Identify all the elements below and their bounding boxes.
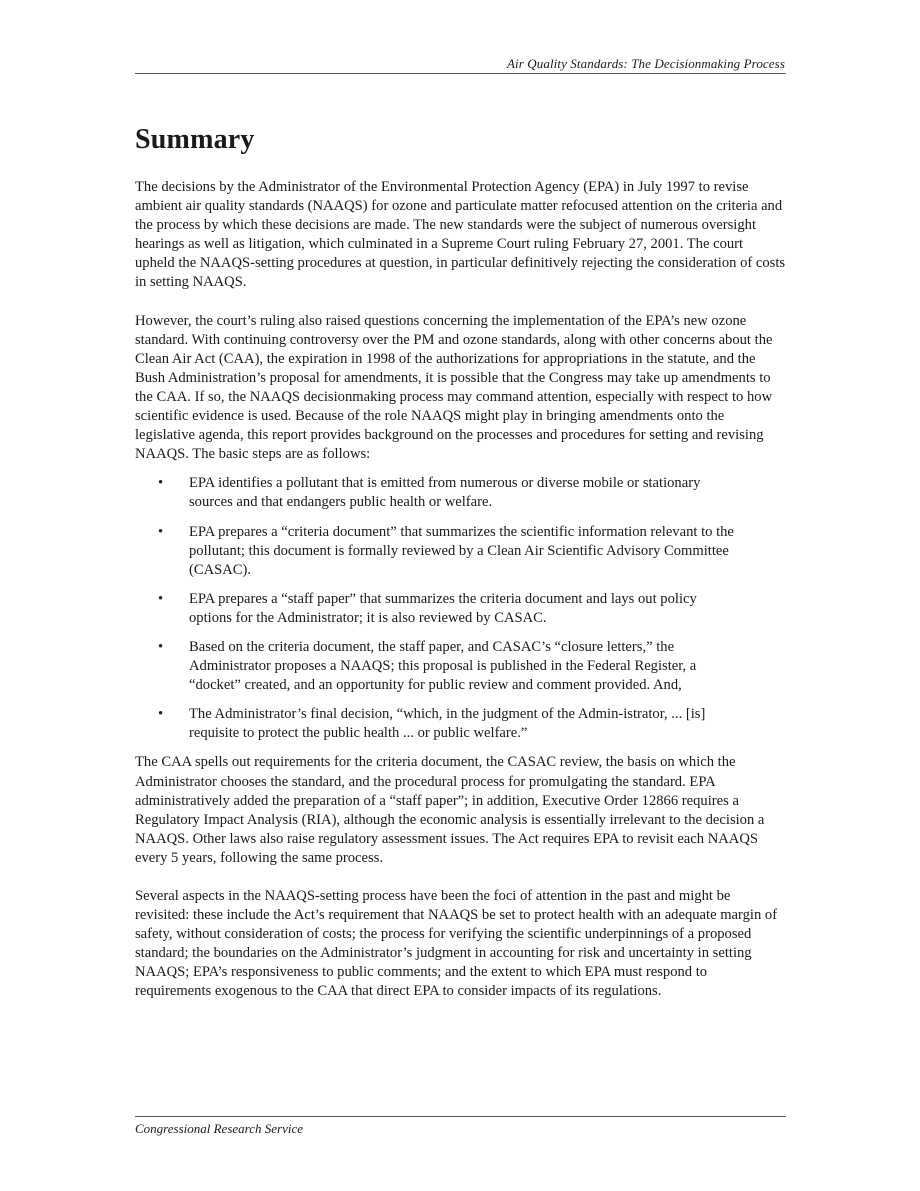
running-header: Air Quality Standards: The Decisionmaking Process [507,56,785,71]
list-item [135,638,739,695]
list-item-text: EPA identifies a pollutant that is emitted from numerous or diverse mobile or stationary sources and that endangers public health or welfare. [189,475,701,511]
bullet-icon: • [158,590,164,607]
paragraph-1: The decisions by the Administrator of the Environmental Protection Agency (EPA) in July 1997 to revise ambient air quality standards (NAAQS) for ozone and particulate matter refocused attention on the criteria and the process by which these decisions are made. The new standards were the subject of numerous oversight hearings as well as litigation, which culminated in a Supreme Court ruling February 27, 2001. The court upheld the NAAQS-setting procedures at question, in particular definitively rejecting the consideration of costs in setting NAAQS. [135,179,786,291]
list-item-text: The Administrator’s final decision, “which, in the judgment of the Admin-istrator, ... [is] requisite to protect the public health ... or public welfare.” [189,706,706,742]
list-item [135,590,739,628]
paragraph-4: Several aspects in the NAAQS-setting process have been the foci of attention in the past and might be revisited: these include the Act’s requirement that NAAQS be set to protect health with an adequate margin of safety, without consideration of costs; the process for verifying the scientific underpinnings of a proposed standard; the boundaries on the Administrator’s judgment in accounting for risk and uncertainty in setting NAAQS; EPA’s responsiveness to public comments; and the extent to which EPA must respond to requirements exogenous to the CAA that direct EPA to consider impacts of its regulations. [135,888,778,1000]
list-item-text: Based on the criteria document, the staff paper, and CASAC’s “closure letters,” the Administrator proposes a NAAQS; this proposal is published in the Federal Register, a “docket” created, and an opportunity for public review and comment provided. And, [189,638,697,694]
footer-rule [135,1116,786,1117]
list-item [135,474,739,512]
bullet-icon: • [158,706,164,723]
steps-list [135,474,786,743]
list-item-text: EPA prepares a “staff paper” that summarizes the criteria document and lays out policy options for the Administrator; it is also reviewed by CASAC. [189,590,697,626]
header-rule [135,73,786,74]
main-content [135,178,786,1002]
bullet-icon: • [158,475,164,492]
page-title: Summary [135,124,255,155]
paragraph-2: However, the court’s ruling also raised questions concerning the implementation of the EPA’s new ozone standard. With continuing controversy over the PM and ozone standards, along with other concerns about the Clean Air Act (CAA), the expiration in 1998 of the authorizations for appropriations in the statute, and the Bush Administration’s proposal for amendments, it is possible that the Congress may take up amendments to the CAA. If so, the NAAQS decisionmaking process may command attention, especially with respect to how scientific evidence is used. Because of the role NAAQS might play in bringing amendments onto the legislative agenda, this report provides background on the processes and procedures for setting and revising NAAQS. The basic steps are as follows: [135,312,773,463]
bullet-icon: • [158,523,164,540]
paragraph-3: The CAA spells out requirements for the criteria document, the CASAC review, the basis on which the Administrator chooses the standard, and the procedural process for promulgating the standard. EPA administratively added the preparation of a “staff paper”; in addition, Executive Order 12866 requires a Regulatory Impact Analysis (RIA), although the economic analysis is essentially irrelevant to the decision a NAAQS. Other laws also raise regulatory assessment issues. The Act requires EPA to revisit each NAAQS every 5 years, following the same process. [135,754,765,866]
footer-organization: Congressional Research Service [135,1121,303,1136]
list-item [135,523,739,580]
list-item-text: EPA prepares a “criteria document” that summarizes the scientific information relevant to the pollutant; this document is formally reviewed by a Clean Air Scientific Advisory Committee (CASAC). [189,523,734,578]
list-item [135,705,739,743]
bullet-icon: • [158,638,164,655]
